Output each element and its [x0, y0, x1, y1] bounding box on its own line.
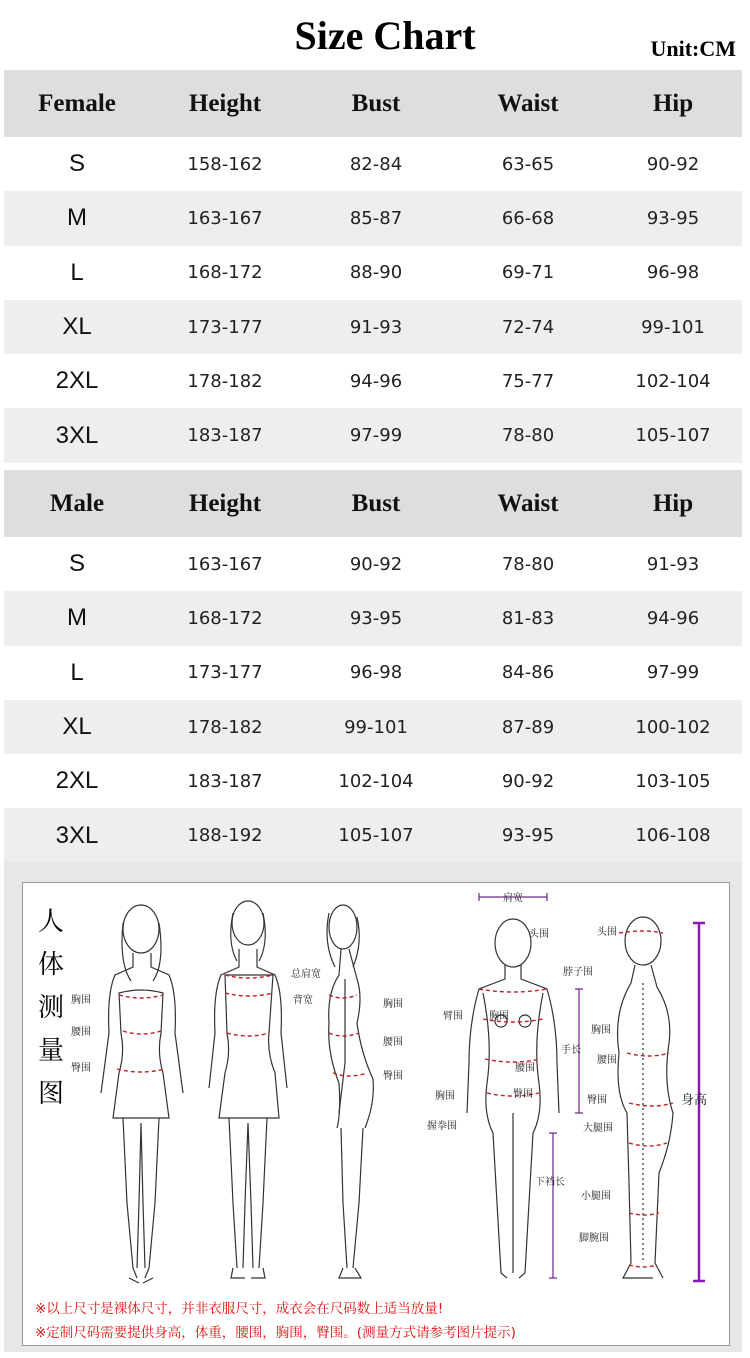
label-ankle: 脚腕围	[579, 1233, 609, 1244]
table-row	[4, 137, 742, 191]
title-char: 量	[37, 1036, 64, 1066]
size-cell: S	[68, 150, 85, 178]
bust-cell: 82-84	[349, 153, 403, 175]
size-cell: XL	[62, 713, 92, 741]
hip-cell: 102-104	[635, 370, 711, 392]
hip-cell: 103-105	[635, 770, 711, 792]
bust-cell: 90-92	[349, 553, 403, 575]
bust-cell: 97-99	[349, 425, 403, 447]
waist-cell: 93-95	[501, 825, 555, 847]
height-cell: 188-192	[187, 825, 263, 847]
bust-cell: 105-107	[338, 825, 414, 847]
hip-cell: 100-102	[635, 716, 711, 738]
label-side-hip: 臀围	[383, 1071, 403, 1082]
bust-cell: 93-95	[349, 607, 403, 629]
bust-cell: 91-93	[349, 316, 403, 338]
height-cell: 168-172	[187, 607, 263, 629]
table-row	[4, 646, 742, 700]
size-cell: 2XL	[55, 367, 99, 395]
height-cell: 173-177	[187, 662, 263, 684]
waist-cell: 66-68	[501, 207, 555, 229]
column-header: Bust	[351, 89, 401, 117]
size-cell: M	[67, 204, 87, 232]
label-chest: 胸围	[489, 1011, 509, 1022]
title-char: 测	[37, 993, 64, 1023]
page-title: Size Chart	[294, 13, 476, 58]
label-back-width: 背宽	[293, 995, 313, 1006]
male-size-table	[4, 470, 742, 863]
body-measurement-diagram	[22, 882, 730, 1346]
waist-cell: 75-77	[501, 370, 555, 392]
waist-cell: 63-65	[501, 153, 555, 175]
label-side-hip-2: 臀围	[587, 1095, 607, 1106]
hip-cell: 91-93	[646, 553, 700, 575]
size-cell: 3XL	[55, 421, 99, 449]
title-char: 图	[37, 1079, 64, 1109]
label-calf: 小腿围	[581, 1191, 611, 1202]
height-cell: 163-167	[187, 207, 263, 229]
label-bust: 胸围	[71, 995, 91, 1006]
waist-cell: 72-74	[501, 316, 555, 338]
hip-cell: 99-101	[641, 316, 705, 338]
side-body-outline	[618, 917, 674, 1278]
height-cell: 183-187	[187, 425, 263, 447]
hip-cell: 105-107	[635, 425, 711, 447]
size-cell: L	[70, 658, 84, 686]
side-figure	[327, 905, 373, 1278]
hip-cell: 94-96	[646, 607, 700, 629]
label-hip: 臀围	[71, 1063, 91, 1074]
height-cell: 178-182	[187, 716, 263, 738]
bust-cell: 94-96	[349, 370, 403, 392]
column-header: Bust	[351, 489, 401, 517]
body-figures-illustration	[23, 883, 729, 1345]
waist-cell: 90-92	[501, 770, 555, 792]
label-arm: 臂围	[443, 1011, 463, 1022]
table-row	[4, 408, 742, 462]
table-row	[4, 300, 742, 354]
title-char: 人	[37, 907, 64, 937]
height-cell: 158-162	[187, 153, 263, 175]
bust-cell: 102-104	[338, 770, 414, 792]
female-size-table	[4, 70, 742, 463]
label-sleeve: 手长	[561, 1045, 581, 1056]
table-row	[4, 808, 742, 862]
back-figure	[209, 901, 287, 1278]
column-header: Hip	[652, 489, 694, 517]
vertical-title	[33, 901, 69, 1116]
table-row	[4, 754, 742, 808]
size-cell: S	[68, 550, 85, 578]
table-row	[4, 700, 742, 754]
hip-cell: 97-99	[646, 662, 700, 684]
female-header-row	[4, 70, 742, 137]
column-header: Hip	[652, 89, 694, 117]
column-header: Height	[188, 89, 262, 117]
height-cell: 183-187	[187, 770, 263, 792]
table-row	[4, 591, 742, 645]
waist-cell: 84-86	[501, 662, 555, 684]
hip-cell: 90-92	[646, 153, 700, 175]
title-char: 体	[37, 950, 64, 980]
label-neck: 脖子围	[563, 967, 593, 978]
hip-cell: 96-98	[646, 262, 700, 284]
label-side-waist: 腰围	[383, 1037, 403, 1048]
height-cell: 163-167	[187, 553, 263, 575]
label-waist: 腰围	[71, 1027, 91, 1038]
bust-cell: 88-90	[349, 262, 403, 284]
bust-cell: 99-101	[344, 716, 408, 738]
table-row	[4, 191, 742, 245]
size-cell: L	[70, 258, 84, 286]
label-thigh: 大腿围	[583, 1123, 613, 1134]
column-header: Female	[38, 89, 116, 117]
front-figure	[101, 905, 183, 1283]
waist-cell: 69-71	[501, 262, 555, 284]
label-height: 身高	[681, 1093, 708, 1108]
waist-cell: 81-83	[501, 607, 555, 629]
label-shoulder-width: 肩宽	[503, 893, 523, 904]
bust-cell: 85-87	[349, 207, 403, 229]
male-header-row	[4, 470, 742, 537]
label-side-chest: 胸围	[591, 1025, 611, 1036]
size-cell: 3XL	[55, 821, 99, 849]
size-cell: 2XL	[55, 767, 99, 795]
label-front-hip: 臀围	[513, 1089, 533, 1100]
table-row	[4, 354, 742, 408]
label-inseam: 下裆长	[535, 1177, 565, 1188]
waist-cell: 78-80	[501, 553, 555, 575]
height-cell: 178-182	[187, 370, 263, 392]
label-total-shoulder: 总肩宽	[291, 969, 321, 980]
note-line-2: ※定制尺码需要提供身高，体重，腰围，胸围，臀围。(测量方式请参考图片提示)	[35, 1325, 516, 1341]
size-cell: XL	[62, 313, 92, 341]
measurement-guide-section	[4, 862, 742, 1352]
label-side-bust: 胸围	[383, 999, 403, 1010]
hip-cell: 106-108	[635, 825, 711, 847]
label-side-waist-2: 腰围	[597, 1055, 617, 1066]
label-head: 头围	[529, 929, 549, 940]
unit-label: Unit:CM	[650, 36, 736, 61]
column-header: Male	[49, 489, 105, 517]
label-fist: 握拳围	[427, 1121, 457, 1132]
height-cell: 168-172	[187, 262, 263, 284]
bust-cell: 96-98	[349, 662, 403, 684]
waist-cell: 78-80	[501, 425, 555, 447]
label-front-bust: 胸围	[435, 1091, 455, 1102]
waist-cell: 87-89	[501, 716, 555, 738]
size-cell: M	[67, 604, 87, 632]
table-row	[4, 246, 742, 300]
label-front-waist: 腰围	[515, 1063, 535, 1074]
note-line-1: ※以上尺寸是裸体尺寸，并非衣服尺寸，成衣会在尺码数上适当放量!	[35, 1301, 444, 1317]
label-side-head: 头围	[597, 927, 617, 938]
hip-cell: 93-95	[646, 207, 700, 229]
column-header: Waist	[497, 489, 559, 517]
height-cell: 173-177	[187, 316, 263, 338]
column-header: Height	[188, 489, 262, 517]
column-header: Waist	[497, 89, 559, 117]
table-row	[4, 537, 742, 591]
